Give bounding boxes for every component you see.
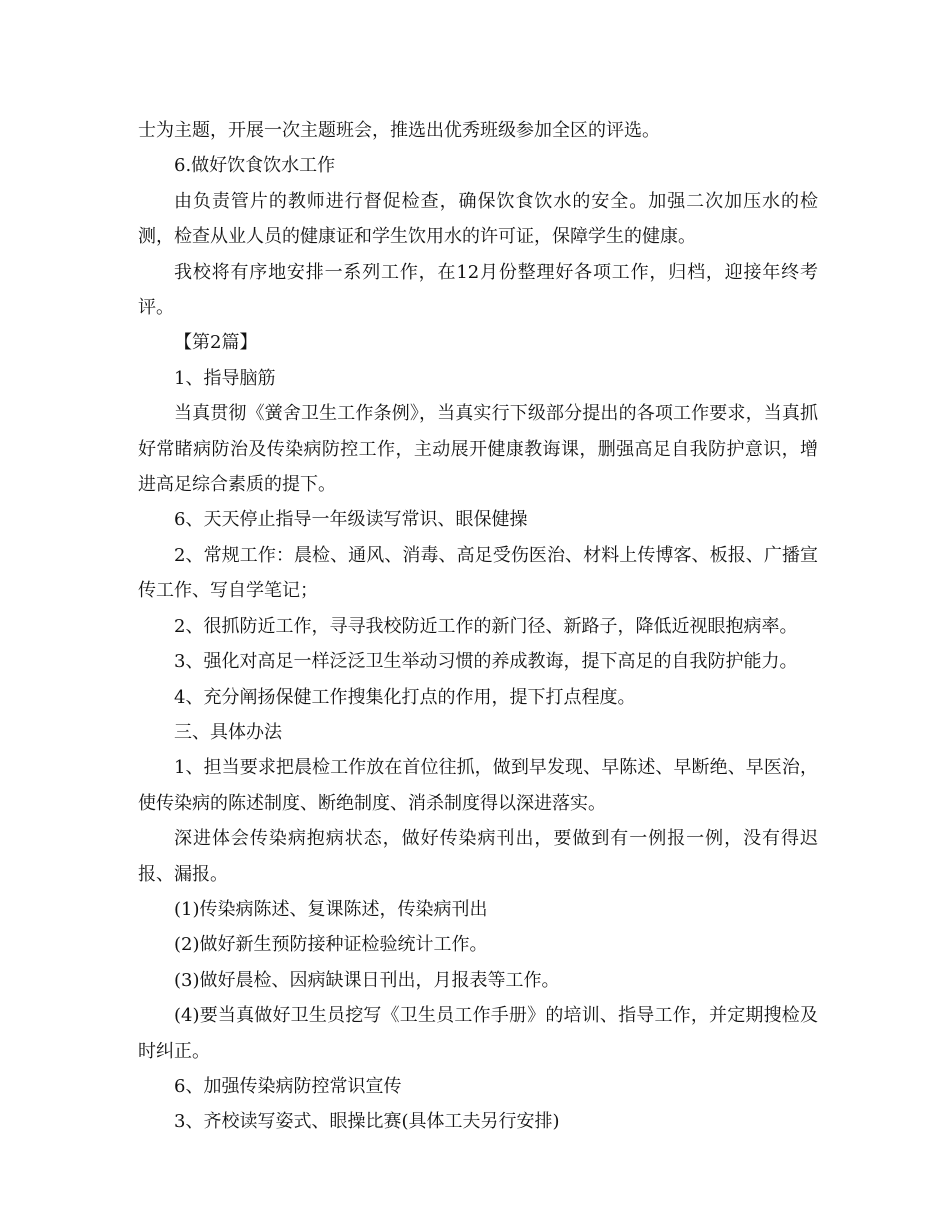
sub-list-item: (1)传染病陈述、复课陈述，传染病刊出	[174, 898, 488, 920]
list-item: 4、充分阐扬保健工作搜集化打点的作用，提下打点程度。	[174, 686, 636, 708]
list-item: 3、强化对高足一样泛泛卫生举动习惯的养成教诲，提下高足的自我防护能力。	[174, 651, 798, 673]
list-item: 1、担当要求把晨检工作放在首位往抓，做到早发现、早陈述、早断绝、早医治，使传染病的陈述制度、断绝制度、消杀制度得以深进落实。	[138, 757, 818, 814]
list-item-heading: 1、指导脑筋	[174, 367, 276, 389]
section-title: 【第2篇】	[174, 332, 258, 354]
list-item: 3、齐校读写姿式、眼操比赛(具体工夫另行安排)	[174, 1111, 560, 1133]
sub-list-item: (4)要当真做好卫生员挖写《卫生员工作手册》的培训、指导工作，并定期搜检及时纠正。	[138, 1005, 818, 1062]
list-item: 2、很抓防近工作，寻寻我校防近工作的新门径、新路子，降低近视眼抱病率。	[174, 615, 798, 637]
document-body	[138, 113, 818, 1140]
sub-list-item: (3)做好晨检、因病缺课日刊出，月报表等工作。	[174, 969, 560, 991]
paragraph: 当真贯彻《黉舍卫生工作条例》，当真实行下级部分提出的各项工作要求，当真抓好常睹病防治及传染病防控工作，主动展开健康教诲课，删强高足自我防护意识，增进高足综合素质的提下。	[138, 403, 818, 496]
paragraph: 深进体会传染病抱病状态，做好传染病刊出，要做到有一例报一例，没有得迟报、漏报。	[138, 828, 818, 885]
sub-list-item: (2)做好新生预防接种证检验统计工作。	[174, 934, 488, 956]
paragraph: 由负责管片的教师进行督促检查，确保饮食饮水的安全。加强二次加压水的检测，检查从业人员的健康证和学生饮用水的许可证，保障学生的健康。	[138, 190, 818, 248]
section-heading: 三、具体办法	[174, 721, 282, 743]
paragraph: 我校将有序地安排一系列工作，在12月份整理好各项工作，归档，迎接年终考评。	[138, 261, 818, 319]
list-item: 2、常规工作：晨检、通风、消毒、高足受伤医治、材料上传博客、板报、广播宣传工作、写自学笔记；	[138, 544, 818, 602]
paragraph: 士为主题，开展一次主题班会，推选出优秀班级参加全区的评选。	[138, 120, 660, 141]
list-item-heading: 6.做好饮食饮水工作	[174, 155, 336, 177]
list-item: 6、天天停止指导一年级读写常识、眼保健操	[174, 509, 528, 531]
list-item: 6、加强传染病防控常识宣传	[174, 1075, 402, 1097]
